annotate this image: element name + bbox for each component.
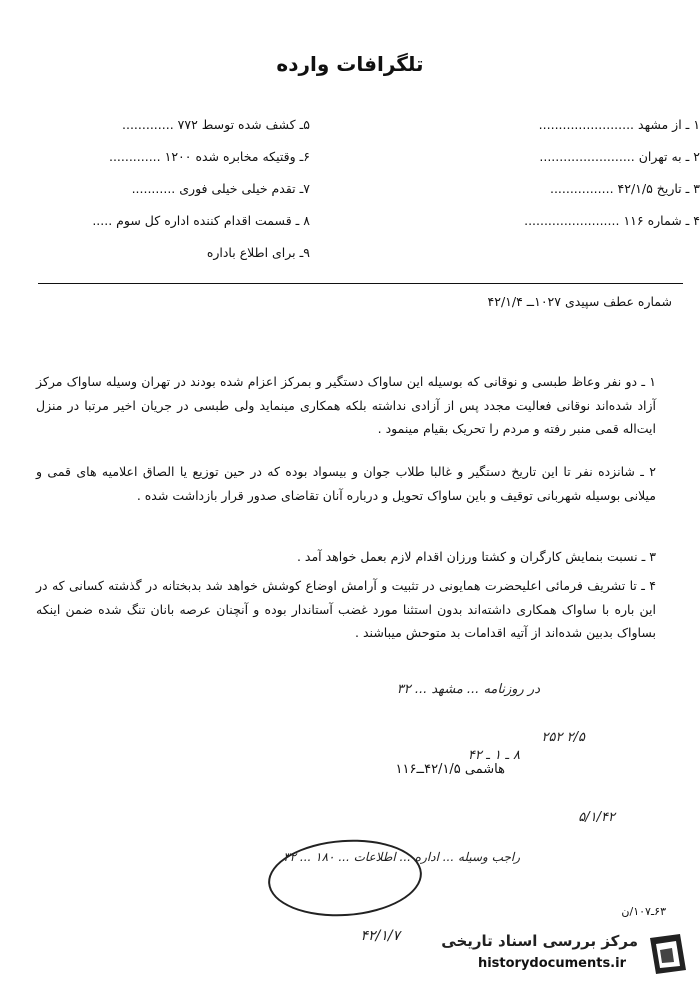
archive-watermark	[410, 924, 696, 984]
watermark-url: historydocuments.ir	[477, 956, 626, 971]
paragraph-4: ۴ ـ تا تشریف فرمائی اعلیحضرت همایونی در تثبیت و آرامش اوضاع کوشش خواهد شد بدبختانه در گذشته کسانی که در این باره با ساواک همکاری داشته‌اند بدون استثنا مورد غضب آستاندار بوده و آنچنان عرصه بانان تنگ شده ضمن اینکه بساواک بدبین شده‌اند از آتیه اقدامات بد متوحش میباشند .	[36, 578, 656, 640]
signature-line: هاشمی ۴۲/۱/۵ــ۱۱۶	[395, 762, 505, 777]
handwritten-date: ۴۲/۱/۷	[360, 928, 400, 944]
header-field-number: ۴ ـ شماره ۱۱۶ ........................	[524, 213, 700, 228]
watermark-title: مرکز بررسی اسناد تاریخی	[441, 932, 638, 950]
document-number: ۶۳ـ۱۰۷/ن	[621, 905, 666, 918]
header-field-action-dept: ۸ ـ قسمت اقدام کننده اداره کل سوم .....	[92, 213, 310, 228]
header-field-from: ۱ ـ از مشهد ........................	[538, 117, 700, 132]
document-title: تلگرافات وارده	[276, 52, 424, 76]
paragraph-3: ۳ ـ نسبت بنمایش کارگران و کشتا ورزان اقدام لازم بعمل خواهد آمد .	[296, 549, 656, 564]
stamp-oval	[266, 835, 425, 922]
handwritten-note-1: در روزنامه ... مشهد ... ۳۲	[396, 682, 540, 697]
archive-logo-icon	[644, 930, 690, 978]
paragraph-1: ۱ ـ دو نفر وعاظ طبسی و نوقانی که بوسیله این ساواک دستگیر و بمرکز اعزام شده بودند در تهران وسیله ساواک مرکز آزاد شده‌اند نوقانی فعالیت مجدد پس از آزادی نداشته بلکه همکاری مینماید ولی طبسی در جریان اخیر مرتبا در منزل ایت‌اله قمی منبر رفته و مردم را تحریک بقیام مینمود .	[36, 374, 656, 436]
handwritten-note-5: راجب وسیله ... اداره ... اطلاعات ... ۱۸۰ ... ۳۲	[283, 850, 520, 864]
handwritten-note-4: ۵/۱/۴۲	[578, 810, 615, 825]
header-field-sent-time: ۶ـ وقتیکه مخابره شده ۱۲۰۰ .............	[108, 149, 310, 164]
header-field-info: ۹ـ برای اطلاع باداره	[206, 245, 310, 260]
header-field-to: ۲ ـ به تهران ........................	[539, 149, 700, 164]
header-field-decoded-by: ۵ـ کشف شده توسط ۷۷۲ .............	[122, 117, 310, 132]
reference-number: شماره عطف سپیدی ۱۰۲۷ــ ۴۲/۱/۴	[487, 294, 672, 309]
header-field-priority: ۷ـ تقدم خیلی خیلی فوری ...........	[131, 181, 310, 196]
handwritten-note-2: ۲/۵ ۲۵۲	[541, 730, 585, 745]
handwritten-note-3: ۸ ـ ۱ ـ ۴۲	[467, 748, 520, 763]
header-divider	[38, 283, 683, 284]
header-field-date: ۳ ـ تاریخ ۴۲/۱/۵ ................	[549, 181, 700, 196]
paragraph-2: ۲ ـ شانزده نفر تا این تاریخ دستگیر و غالبا طلاب جوان و بیسواد بوده که در حین توزیع یا الصاق اعلامیه های قمی و میلانی بوسیله شهربانی توقیف و باین ساواک تحویل و درباره آنان تقاضای صدور قرار بازداشت شده .	[36, 464, 656, 503]
